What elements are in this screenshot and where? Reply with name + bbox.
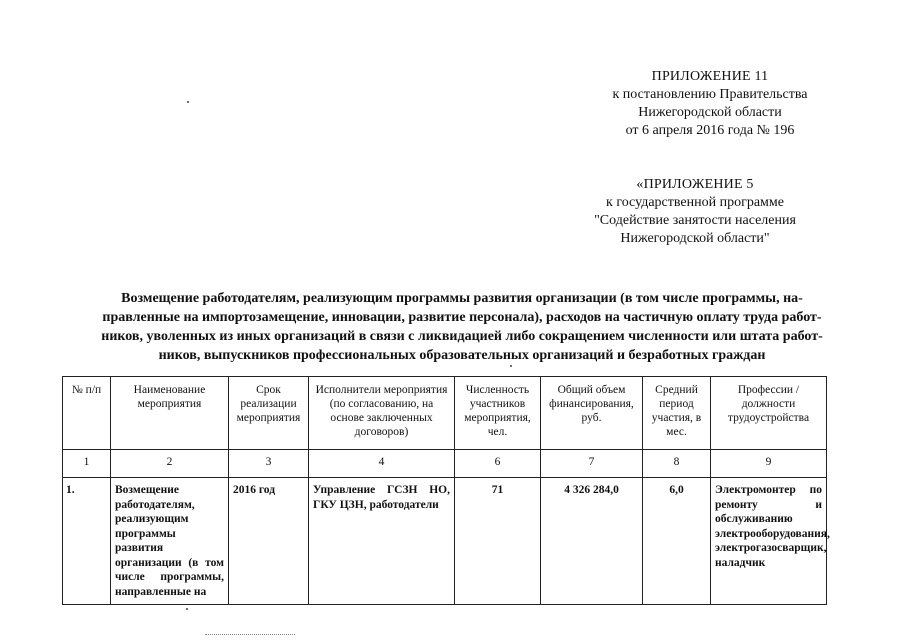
appendix-11-line3: от 6 апреля 2016 года № 196: [625, 123, 795, 138]
title-line: ников, уволенных из иных организаций в связи с ликвидацией либо сокращением численности или штата работ-: [101, 329, 823, 344]
appendix-5-line1: к государственной программе: [606, 195, 784, 210]
measure-name-cell: Возмещение работодателям, реализующим программы развития организации (в том числе программы, направленные на: [111, 478, 229, 605]
table-row: [63, 478, 827, 605]
appendix-11-line2: Нижегородской области: [638, 105, 782, 120]
appendix-5-block: [545, 176, 845, 248]
header-cell: Профессии / должности трудоустройства: [711, 377, 827, 450]
executors-cell: Управление ГСЗН НО, ГКУ ЦЗН, работодатели: [309, 478, 455, 605]
header-cell: № п/п: [63, 377, 111, 450]
header-cell: Общий объем финансирования, руб.: [541, 377, 643, 450]
column-number-cell: 2: [111, 450, 229, 478]
scan-speck: [510, 365, 512, 367]
avg-period-cell: 6,0: [643, 478, 711, 605]
column-number-cell: 3: [229, 450, 309, 478]
title-line: правленные на импортозамещение, инновации, развитие персонала), расходов на частичную оплату труда работ-: [102, 310, 822, 325]
appendix-11-heading: ПРИЛОЖЕНИЕ 11: [651, 69, 769, 84]
professions-cell: Электромонтер по ремонту и обслуживанию электрооборудования, электрогазосварщик, наладчик: [711, 478, 827, 605]
column-number-cell: 8: [643, 450, 711, 478]
financing-cell: 4 326 284,0: [541, 478, 643, 605]
period-cell: 2016 год: [229, 478, 309, 605]
appendix-11-line1: к постановлению Правительства: [612, 87, 808, 102]
scan-speck: [186, 608, 188, 610]
appendix-5-heading: «ПРИЛОЖЕНИЕ 5: [636, 177, 754, 192]
title-line: Возмещение работодателям, реализующим программы развития организации (в том числе программы, на-: [121, 291, 803, 306]
header-cell: Численность участников мероприятия, чел.: [455, 377, 541, 450]
participants-cell: 71: [455, 478, 541, 605]
scan-dotted-line: [205, 634, 295, 635]
column-number-cell: 1: [63, 450, 111, 478]
scan-speck: [187, 101, 189, 103]
table-header-row: [63, 377, 827, 450]
appendix-5-line2: "Содействие занятости населения: [594, 213, 796, 228]
document-title: [62, 289, 862, 365]
appendix-5-line3: Нижегородской области": [620, 231, 770, 246]
column-number-cell: 9: [711, 450, 827, 478]
header-cell: Средний период участия, в мес.: [643, 377, 711, 450]
column-number-cell: 7: [541, 450, 643, 478]
row-number-cell: 1.: [63, 478, 111, 605]
measures-table: [62, 376, 830, 605]
header-cell: Наименование мероприятия: [111, 377, 229, 450]
column-number-cell: 6: [455, 450, 541, 478]
title-line: ников, выпускников профессиональных образовательных организаций и безработных граждан: [158, 348, 766, 363]
column-number-cell: 4: [309, 450, 455, 478]
header-cell: Срок реализации мероприятия: [229, 377, 309, 450]
appendix-11-block: [565, 68, 855, 140]
column-number-row: [63, 450, 827, 478]
header-cell: Исполнители мероприятия (по согласованию, на основе заключенных договоров): [309, 377, 455, 450]
